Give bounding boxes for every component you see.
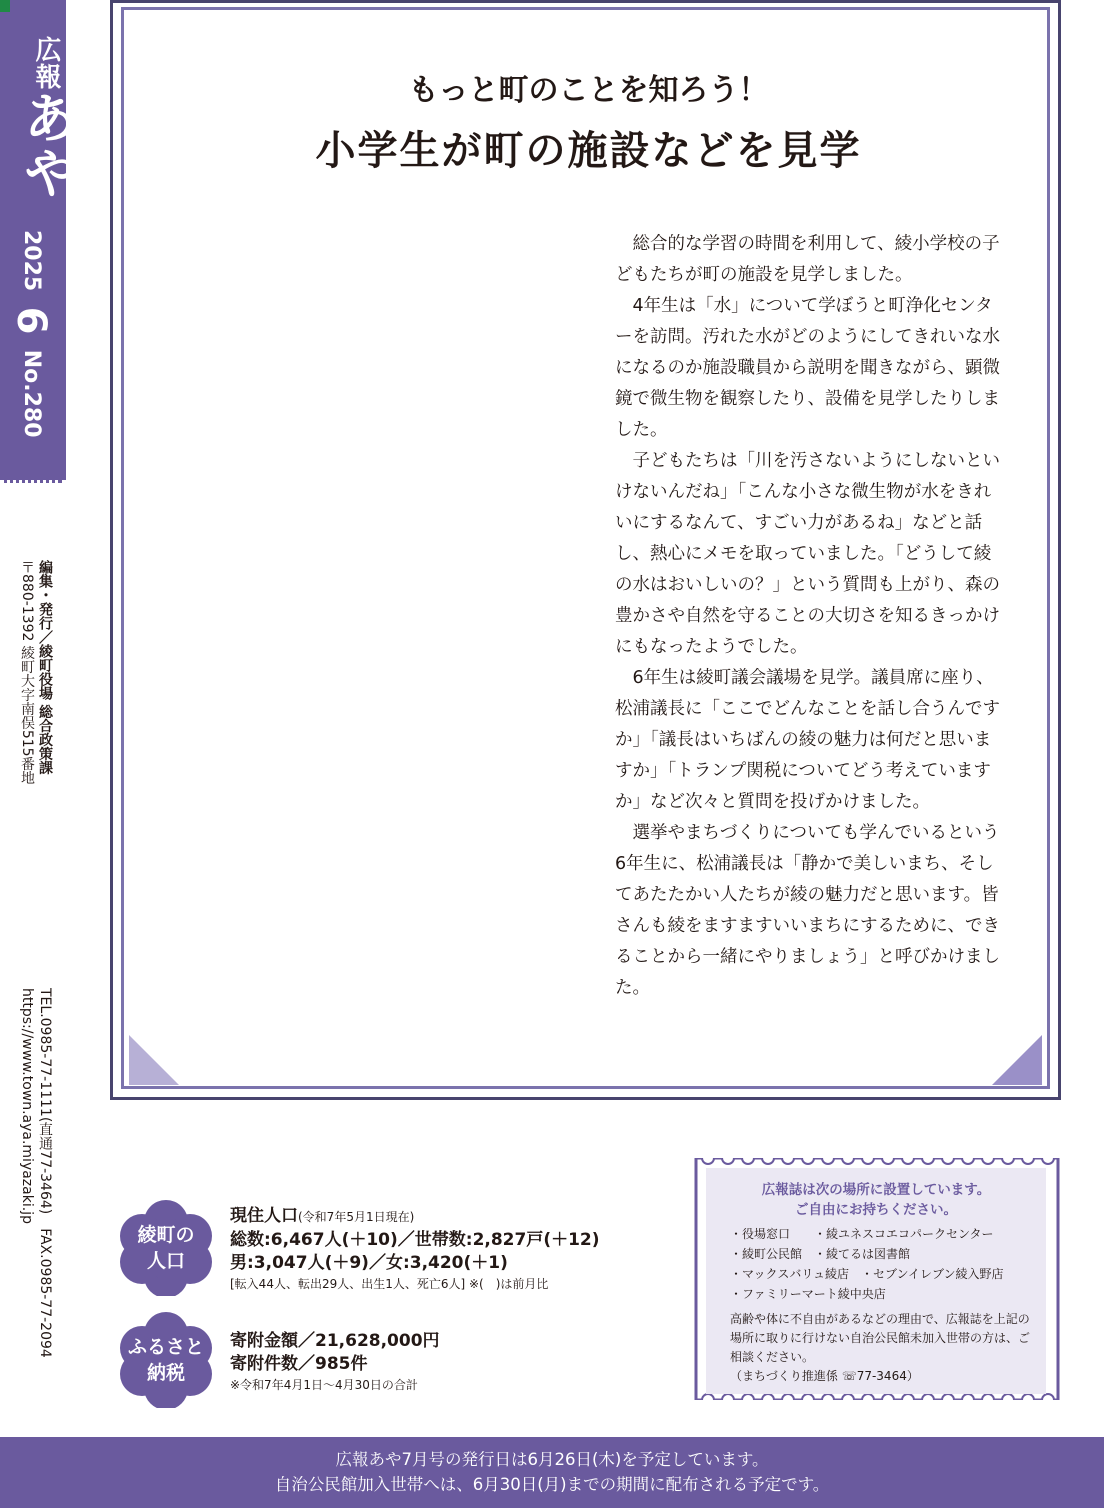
furusato-count: 寄附件数／985件 [230,1354,368,1374]
list-item: ・役場窓口 ・綾ユネスコエコパークセンター [730,1227,994,1241]
list-item: ・ファミリーマート綾中央店 [730,1287,886,1301]
masthead-tab [0,0,78,483]
contact-tel: TEL.0985-77-1111(直通77-3464) FAX.0985-77-2094 [37,988,53,1358]
distribution-contact: （まちづくり推進係 ☏77-3464） [730,1369,919,1383]
furusato-badge [118,1312,214,1408]
distribution-panel [706,1168,1046,1394]
issue-number: No.280 [19,349,44,438]
population-badge-label: 綾町の人口 [137,1224,195,1272]
furusato-amount: 寄附金額／21,628,000円 [230,1331,440,1351]
furusato-block [230,1330,650,1394]
furusato-note: ※令和7年4月1日～4月30日の合計 [230,1378,418,1392]
masthead-title [8,36,85,200]
distribution-place-list [730,1224,1003,1304]
list-item: ・マックスバリュ綾店 ・セブンイレブン綾入野店 [730,1267,1004,1281]
issue-year: 2025 [19,230,44,292]
masthead-title-small: 広報 [31,36,61,90]
article-title: 小学生が町の施設などを見学 [315,128,862,174]
article-subtitle: もっと町のことを知ろう！ [408,73,769,108]
issue-info [8,230,54,438]
article-paragraph: 子どもたちは「川を汚さないようにしないといけないんだね」「こんな小さな微生物が水をきれいにするなんて、すごい力があるね」などと話し、熱心にメモを取っていました。「どうして綾の水はおいしいの？」という質問も上がり、森の豊かさや自然を守ることの大切さを知るきっかけにもなったようでした。 [615,451,1000,657]
article-body [615,229,1005,1004]
masthead-title-large: あや [15,90,78,200]
corner-decoration-left [129,1035,179,1085]
population-badge [118,1200,214,1296]
issue-month: 6 [8,306,54,335]
editor-line: 編集・発行／綾町役場 総合政策課 [37,560,53,775]
distribution-note: 高齢や体に不自由があるなどの理由で、広報誌を上記の場所に取りに行けない自治公民館未加入世帯の方は、ご相談ください。 （まちづくり推進係 ☏77-3464） [730,1310,1040,1386]
contact-url[interactable]: https://www.town.aya.miyazaki.jp [19,988,35,1224]
distribution-heading: 広報誌は次の場所に設置しています。 ご自由にお持ちください。 [761,1182,991,1218]
population-total: 総数:6,467人(＋10)／世帯数:2,827戸(＋12) [230,1230,600,1250]
footer-line: 広報あや7月号の発行日は6月26日(木)を予定しています。 [335,1450,769,1469]
article-frame [110,0,1061,1100]
population-block [230,1205,650,1293]
editor-address: 〒880-1392 綾町大字南俣515番地 [19,560,35,785]
article-paragraph: 6年生は綾町議会議場を見学。議員席に座り、松浦議長に「ここでどんなことを話し合うんですか」「議長はいちばんの綾の魅力は何だと思いますか」「トランプ関税についてどう考えていますか」など次々と質問を投げかけました。 [615,668,1000,812]
article-paragraph: 4年生は「水」について学ぼうと町浄化センターを訪問。汚れた水がどのようにしてきれいな水になるのか施設職員から説明を聞きながら、顕微鏡で微生物を観察したり、設備を見学したりしました。 [615,296,1000,440]
footer-banner [0,1437,1104,1508]
population-gender: 男:3,047人(＋9)／女:3,420(＋1) [230,1253,508,1273]
distribution-box [692,1148,1062,1410]
article-paragraph: 総合的な学習の時間を利用して、綾小学校の子どもたちが町の施設を見学しました。 [615,234,1000,285]
article-paragraph: 選挙やまちづくりについても学んでいるという6年生に、松浦議長は「静かで美しいまち、そしてあたたかい人たちが綾の魅力だと思います。皆さんも綾をますますいいまちにするために、できることから一緒にやりましょう」と呼びかけました。 [615,823,1000,998]
list-item: ・綾町公民館 ・綾てるは図書館 [730,1247,911,1261]
population-note: [転入44人、転出29人、出生1人、死亡6人] ※( )は前月比 [230,1277,549,1291]
footer-line: 自治公民館加入世帯へは、6月30日(月)までの期間に配布される予定です。 [274,1475,830,1494]
green-marker [0,0,10,12]
editor-info [18,560,54,785]
corner-decoration-right [992,1035,1042,1085]
contact-info [18,988,54,1358]
furusato-badge-label: ふるさと納税 [127,1336,204,1384]
population-date: (令和7年5月1日現在) [298,1210,415,1224]
population-heading: 現住人口 [230,1206,298,1226]
